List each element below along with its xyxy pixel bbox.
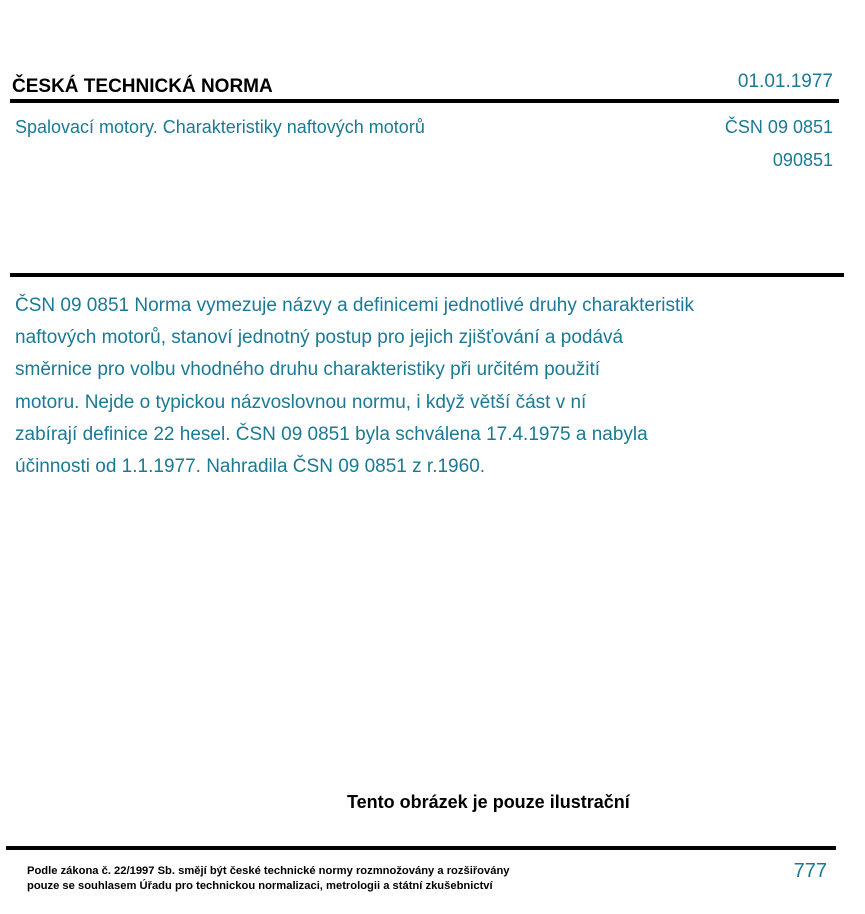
document-subject: Spalovací motory. Charakteristiky naftových motorů	[15, 117, 425, 137]
section-divider	[10, 273, 844, 277]
illustration-note: Tento obrázek je pouze ilustrační	[347, 792, 630, 812]
page-number: 777	[793, 860, 827, 882]
document-code: ČSN 09 0851	[724, 117, 833, 137]
abstract-line: naftových motorů, stanoví jednotný postup pro jejich zjišťování a podává	[15, 327, 624, 349]
abstract-line: motoru. Nejde o typickou názvoslovnou normu, i když větší část v ní	[15, 391, 587, 413]
abstract-line: ČSN 09 0851 Norma vymezuje názvy a definicemi jednotlivé druhy charakteristik	[15, 295, 695, 316]
document-date: 01.01.1977	[737, 71, 833, 92]
legal-line: pouze se souhlasem Úřadu pro technickou normalizaci, metrologii a státní zkušebnictví	[27, 880, 493, 892]
document-abstract	[15, 290, 815, 483]
abstract-line: účinnosti od 1.1.1977. Nahradila ČSN 09 0851 z r.1960.	[15, 456, 486, 478]
footer-divider	[6, 846, 836, 850]
footer-legal-notice	[27, 864, 510, 894]
abstract-line: zabírají definice 22 hesel. ČSN 09 0851 byla schválena 17.4.1975 a nabyla	[15, 423, 648, 445]
header-divider	[10, 99, 839, 103]
document-header-title: ČESKÁ TECHNICKÁ NORMA	[12, 76, 273, 97]
legal-line: Podle zákona č. 22/1997 Sb. smějí být české technické normy rozmnožovány a rozšiřovány	[27, 865, 510, 877]
abstract-line: směrnice pro volbu vhodného druhu charakteristiky při určitém použití	[15, 359, 601, 381]
document-number: 090851	[772, 150, 833, 170]
